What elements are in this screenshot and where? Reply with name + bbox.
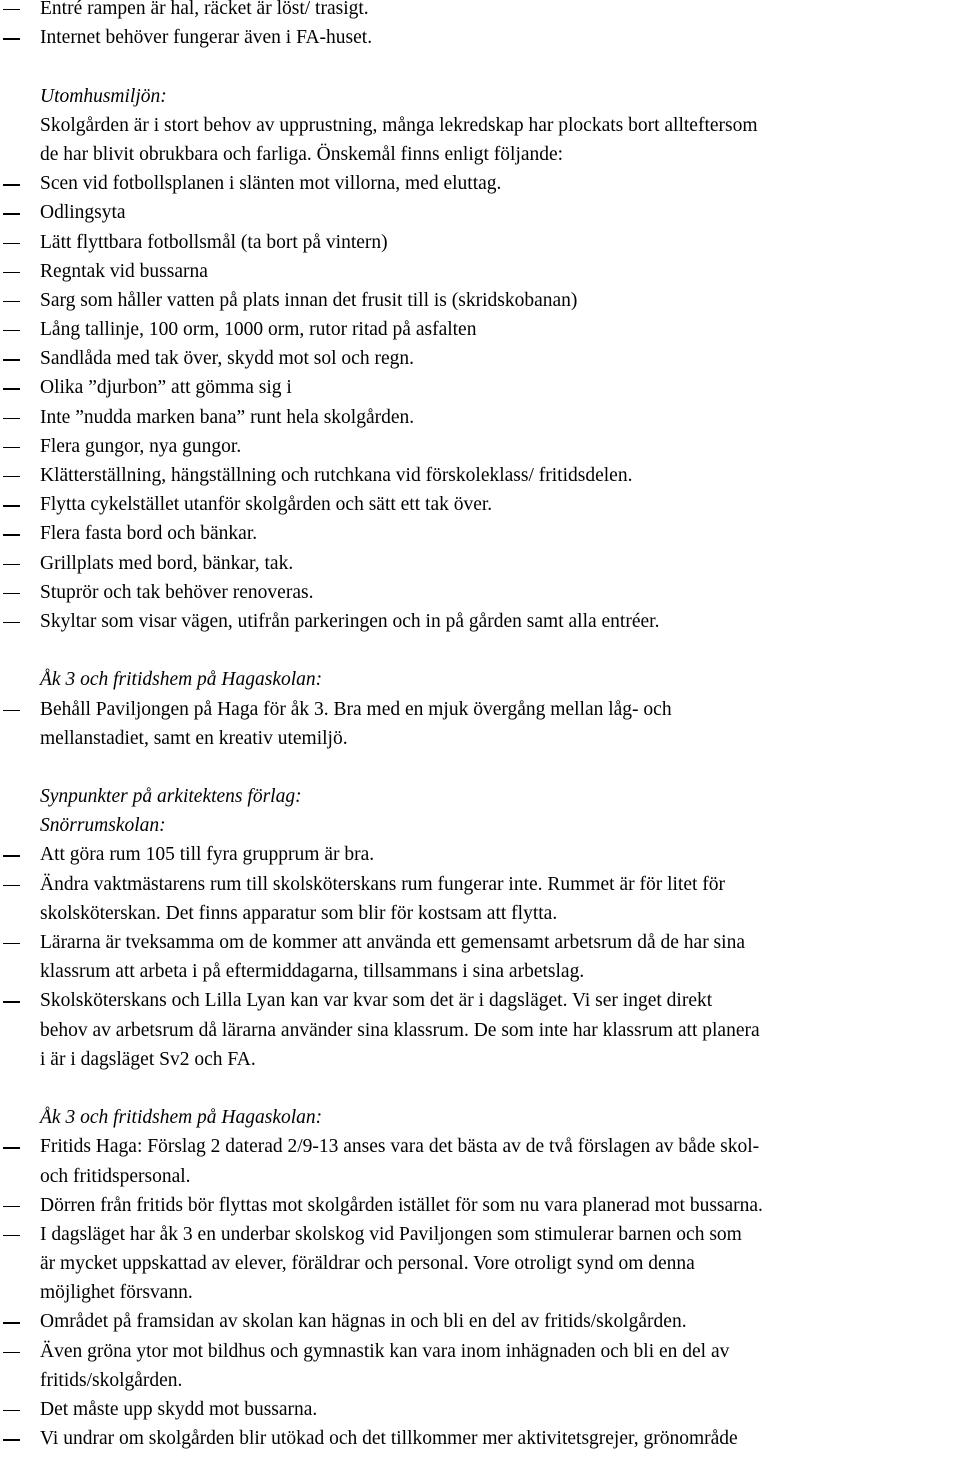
bullet-item-line — [0, 490, 960, 519]
bullet-text: och fritidspersonal. — [40, 1165, 191, 1187]
bullet-item-line — [0, 1307, 960, 1336]
bullet-item-line — [0, 1162, 960, 1191]
bullet-text: Det måste upp skydd mot bussarna. — [40, 1399, 318, 1420]
bullet-item-line — [0, 373, 960, 402]
bullet-text: Vi undrar om skolgården blir utökad och det tillkommer mer aktivitetsgrejer, grönområde — [40, 1428, 738, 1450]
paragraph-line — [0, 140, 960, 169]
bullet-item-line — [0, 1366, 960, 1395]
bullet-text: Olika ”djurbon” att gömma sig i — [40, 377, 292, 399]
bullet-item-line — [0, 1424, 960, 1453]
bullet-text: Flera fasta bord och bänkar. — [40, 523, 258, 545]
section-heading — [0, 82, 960, 111]
bullet-item-line — [0, 695, 960, 724]
bullet-text: Odlingsyta — [40, 202, 126, 224]
bullet-text: Entré rampen är hal, räcket är löst/ trasigt. — [40, 0, 369, 19]
bullet-item-line — [0, 1337, 960, 1366]
bullet-text: Även gröna ytor mot bildhus och gymnastik kan vara inom inhägnaden och bli en del av — [40, 1340, 730, 1362]
section-heading — [0, 665, 960, 694]
bullet-text: Skyltar som visar vägen, utifrån parkeringen och in på gården samt alla entréer. — [40, 610, 660, 632]
bullet-text: Ändra vaktmästarens rum till skolsköterskans rum fungerar inte. Rummet är för litet för — [40, 873, 726, 895]
bullet-item-line — [0, 549, 960, 578]
bullet-text: klassrum att arbeta i på eftermiddagarna, tillsammans i sina arbetslag. — [40, 961, 585, 983]
bullet-text: Stuprör och tak behöver renoveras. — [40, 581, 314, 603]
bullet-text: Skolsköterskans och Lilla Lyan kan var kvar som det är i dagsläget. Vi ser inget direkt — [40, 990, 713, 1012]
bullet-text: i är i dagsläget Sv2 och FA. — [40, 1048, 256, 1070]
bullet-text: Flera gungor, nya gungor. — [40, 435, 242, 457]
bullet-text: Internet behöver fungerar även i FA-huset. — [40, 27, 373, 49]
section-heading-text: Åk 3 och fritidshem på Hagaskolan: — [40, 669, 323, 691]
section-heading — [0, 1103, 960, 1132]
bullet-item-line — [0, 1045, 960, 1074]
bullet-item-line — [0, 1191, 960, 1220]
bullet-item-line — [0, 315, 960, 344]
bullet-item-line — [0, 1132, 960, 1161]
bullet-item-line — [0, 169, 960, 198]
section-heading-text: Åk 3 och fritidshem på Hagaskolan: — [40, 1107, 323, 1129]
bullet-item-line — [0, 607, 960, 636]
bullet-item-line — [0, 1249, 960, 1278]
bullet-text: Lätt flyttbara fotbollsmål (ta bort på vintern) — [40, 231, 388, 253]
paragraph-text: de har blivit obrukbara och farliga. Önskemål finns enligt följande: — [40, 143, 564, 165]
bullet-text: Grillplats med bord, bänkar, tak. — [40, 552, 294, 574]
section-heading-text: Synpunkter på arkitektens förlag: — [40, 786, 302, 808]
bullet-text: Området på framsidan av skolan kan hägnas in och bli en del av fritids/skolgården. — [40, 1311, 687, 1333]
bullet-item-line — [0, 461, 960, 490]
bullet-item-line — [0, 0, 960, 23]
bullet-item-line — [0, 1016, 960, 1045]
bullet-item-line — [0, 198, 960, 227]
section-heading — [0, 811, 960, 840]
bullet-item-line — [0, 578, 960, 607]
bullet-item-line — [0, 257, 960, 286]
bullet-item-line — [0, 228, 960, 257]
bullet-text: I dagsläget har åk 3 en underbar skolskog vid Paviljongen som stimulerar barnen och som — [40, 1223, 742, 1245]
bullet-item-line — [0, 23, 960, 52]
bullet-text: Sarg som håller vatten på plats innan det frusit till is (skridskobanan) — [40, 289, 578, 311]
bullet-text: Lång tallinje, 100 orm, 1000 orm, rutor ritad på asfalten — [40, 319, 477, 341]
bullet-item-line — [0, 344, 960, 373]
bullet-item-line — [0, 1395, 960, 1424]
paragraph-line — [0, 111, 960, 140]
bullet-text: Fritids Haga: Förslag 2 daterad 2/9-13 anses vara det bästa av de två förslagen av både skol- — [40, 1136, 760, 1158]
bullet-text: mellanstadiet, samt en kreativ utemiljö. — [40, 727, 348, 749]
section-heading-text: Snörrumskolan: — [40, 815, 166, 837]
bullet-item-line — [0, 1220, 960, 1249]
blank-line — [0, 636, 960, 665]
bullet-item-line — [0, 286, 960, 315]
blank-line — [0, 1074, 960, 1103]
bullet-item-line — [0, 519, 960, 548]
bullet-text: Flytta cykelstället utanför skolgården och sätt ett tak över. — [40, 494, 493, 516]
blank-line — [0, 52, 960, 81]
bullet-text: Behåll Paviljongen på Haga för åk 3. Bra med en mjuk övergång mellan låg- och — [40, 698, 672, 720]
bullet-item-line — [0, 432, 960, 461]
bullet-item-line — [0, 928, 960, 957]
bullet-text: Att göra rum 105 till fyra grupprum är bra. — [40, 844, 375, 866]
bullet-text: Scen vid fotbollsplanen i slänten mot villorna, med eluttag. — [40, 173, 502, 195]
bullet-item-line — [0, 957, 960, 986]
bullet-text: skolsköterskan. Det finns apparatur som blir för kostsam att flytta. — [40, 902, 558, 924]
bullet-item-line — [0, 1278, 960, 1307]
bullet-text: behov av arbetsrum då lärarna använder sina klassrum. De som inte har klassrum att planera — [40, 1019, 760, 1041]
bullet-text: Lärarna är tveksamma om de kommer att använda ett gemensamt arbetsrum då de har sina — [40, 932, 745, 953]
bullet-text: Klätterställning, hängställning och rutchkana vid förskoleklass/ fritidsdelen. — [40, 465, 633, 486]
bullet-text: Dörren från fritids bör flyttas mot skolgården istället för som nu vara planerad mot bussarna. — [40, 1194, 763, 1216]
bullet-text: Regntak vid bussarna — [40, 260, 208, 282]
bullet-item-line — [0, 986, 960, 1015]
blank-line — [0, 753, 960, 782]
bullet-text: Inte ”nudda marken bana” runt hela skolgården. — [40, 406, 415, 428]
bullet-text: möjlighet försvann. — [40, 1282, 193, 1304]
bullet-text: fritids/skolgården. — [40, 1369, 183, 1391]
bullet-item-line — [0, 840, 960, 869]
bullet-item-line — [0, 724, 960, 753]
bullet-text: är mycket uppskattad av elever, föräldrar och personal. Vore otroligt synd om denna — [40, 1253, 695, 1275]
bullet-item-line — [0, 899, 960, 928]
bullet-text: Sandlåda med tak över, skydd mot sol och regn. — [40, 348, 414, 370]
section-heading-text: Utomhusmiljön: — [40, 85, 167, 107]
section-heading — [0, 782, 960, 811]
bullet-item-line — [0, 870, 960, 899]
paragraph-text: Skolgården är i stort behov av upprustning, många lekredskap har plockats bort allteftersom — [40, 114, 758, 136]
bullet-item-line — [0, 403, 960, 432]
